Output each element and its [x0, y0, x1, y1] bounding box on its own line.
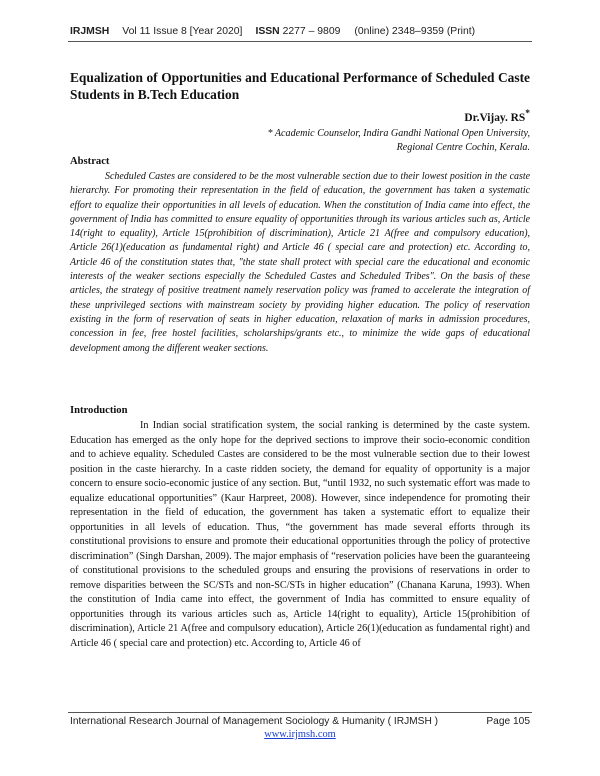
paper-title: Equalization of Opportunities and Educational Performance of Scheduled Caste Students in B.Tech Education	[70, 70, 530, 102]
volume-info: Vol 11 Issue 8 [Year 2020]	[122, 26, 243, 37]
issn-online: 2277 – 9809	[282, 26, 341, 37]
footer-divider	[68, 712, 532, 713]
author-footnote-mark: *	[525, 109, 530, 119]
introduction-heading: Introduction	[70, 405, 128, 416]
footer-journal-name: International Research Journal of Management Sociology & Humanity ( IRJMSH )	[70, 716, 439, 727]
abstract-heading: Abstract	[70, 156, 110, 167]
issn-label: ISSN	[255, 26, 280, 37]
author-name	[464, 109, 530, 124]
author-name-text: Dr.Vijay. RS	[464, 111, 526, 124]
introduction-body: In Indian social stratification system, the social ranking is determined by the caste system. Education has emerged as the only hope for the deprived sections to improve their socio-economic condition and to achieve equality. Scheduled Castes are considered to be the most vulnerable section due to their lowest position in the caste hierarchy. In a caste ridden society, the demand for equality of opportunity is a major concern to ensure socio-economic justice of any section. But, “until 1932, no such systematic effort was made to equalize educational opportunities” (Kaur Harpreet, 2008). However, since independence for promoting their representation in the field of education, the government has taken a systematic effort to equalize their opportunities in all levels of education. Thus, “the government has made several efforts through its constitutional provisions to ensure and promote their educational opportunities through the policy of protective discrimination” (Singh Darshan, 2009). The major emphasis of “reservation policies have been the guaranteeing of constitutional provisions to the scheduled groups and ensuring the provisions of reservations in order to remove disparities between the SC/STs and non-SC/STs in higher education” (Chanana Karuna, 1993). When the constitution of India came into effect, the government of India has committed to ensure equality of opportunities through its various articles such as, Article 14(right to equality), Article 15(prohibition of discrimination), Article 21 A(free and compulsory education), Article 26(1)(education as fundamental right) and Article 46 ( special care and protection) etc. According to, Article 46 of	[70, 420, 530, 649]
abstract-body: Scheduled Castes are considered to be the most vulnerable section due to their lowest position in the caste hierarchy. For promoting their representation in the field of education, the government has taken a systematic effort to equalize their opportunities in all levels of education. When the constitution of India came into effect, the government of India has committed to ensure equality of opportunities through its various articles such as, Article 14(right to equality), Article 15(prohibition of discrimination), Article 21 A(free and compulsory education), Article 26(1)(education as fundamental right) and Article 46 ( special care and protection) etc. According to, Article 46 of the constitution states that, "the state shall protect with special care the educational and economic interests of the weaker sections especially the Scheduled Castes and Scheduled Tribes". On the basis of these articles, the strategy of positive treatment namely reservation policy was framed to accelerate the integration of these unprivileged sections with mainstream society by providing higher education. The policy of reservation existing in the form of reservation of seats in higher education, relaxation of marks in admission procedures, concession in fee, free hostel facilities, scholarships/grants etc., to minimize the wide gaps of educational development among the different weaker sections.	[70, 171, 530, 354]
running-header	[70, 26, 540, 37]
author-affiliation	[150, 127, 530, 155]
affiliation-line-2: Regional Centre Cochin, Kerala.	[396, 142, 530, 153]
affiliation-line-1: * Academic Counselor, Indira Gandhi National Open University,	[267, 128, 530, 139]
issn-print: (0nline) 2348–9359 (Print)	[354, 26, 476, 37]
page-number: Page 105	[486, 716, 530, 727]
header-divider	[68, 41, 532, 42]
journal-abbreviation: IRJMSH	[70, 26, 110, 37]
journal-website-link[interactable]: www.irjmsh.com	[264, 729, 336, 740]
